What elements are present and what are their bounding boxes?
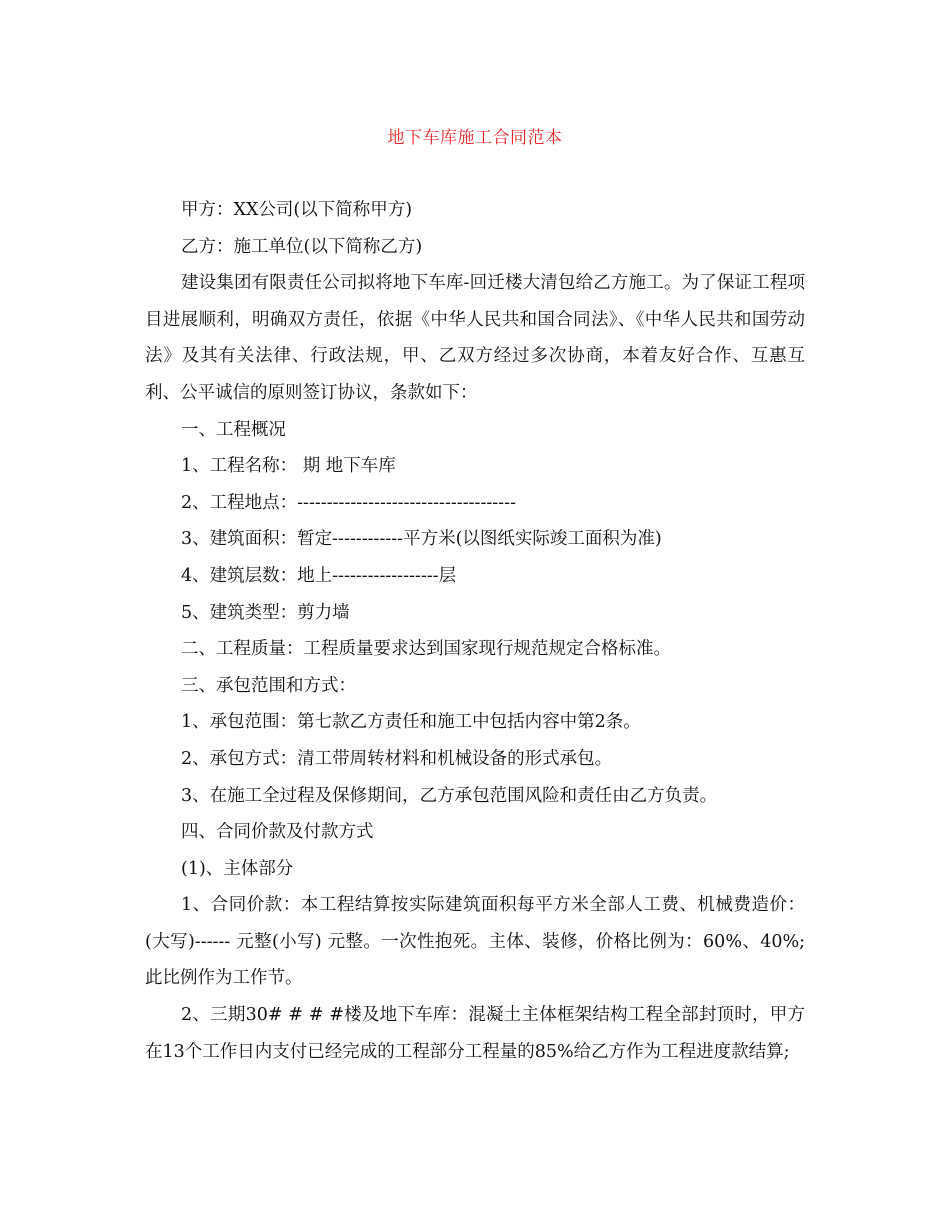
party-b-line: 乙方：施工单位(以下简称乙方) <box>181 236 423 257</box>
clause-project-location: 2、工程地点：------------------------------------- <box>181 492 516 513</box>
clause-contract-method: 2、承包方式：清工带周转材料和机械设备的形式承包。 <box>181 748 613 769</box>
clause-building-floors: 4、建筑层数：地上------------------层 <box>181 565 457 586</box>
section-heading-payment: 四、合同价款及付款方式 <box>181 822 374 843</box>
clause-contract-price: 1、合同价款：本工程结算按实际建筑面积每平方米全部人工费、机械费造价：(大写)------ 元整(小写) 元整。一次性抱死。主体、装修，价格比例为：60%、40%;此比例作为工作节。 <box>145 895 805 989</box>
clause-risk-responsibility: 3、在施工全过程及保修期间，乙方承包范围风险和责任由乙方负责。 <box>181 785 718 806</box>
section-heading-quality: 二、工程质量：工程质量要求达到国家现行规范规定合格标准。 <box>181 639 671 660</box>
section-heading-overview: 一、工程概况 <box>181 419 286 440</box>
subsection-main-structure: (1)、主体部分 <box>181 858 294 879</box>
clause-progress-payment: 2、三期30# # # #楼及地下车库：混凝土主体框架结构工程全部封顶时，甲方在13个工作日内支付已经完成的工程部分工程量的85%给乙方作为工程进度款结算; <box>145 1005 805 1062</box>
clause-building-area: 3、建筑面积：暂定------------平方米(以图纸实际竣工面积为准) <box>181 529 662 550</box>
clause-building-type: 5、建筑类型：剪力墙 <box>181 602 350 623</box>
intro-paragraph: 建设集团有限责任公司拟将地下车库-回迁楼大清包给乙方施工。为了保证工程项目进展顺利，明确双方责任，依据《中华人民共和国合同法》、《中华人民共和国劳动法》及其有关法律、行政法规，甲、乙双方经过多次协商，本着友好合作、互惠互利、公平诚信的原则签订协议，条款如下： <box>145 273 805 403</box>
clause-project-name: 1、工程名称： 期 地下车库 <box>181 456 396 477</box>
clause-scope: 1、承包范围：第七款乙方责任和施工中包括内容中第2条。 <box>181 712 641 733</box>
party-a-line: 甲方：XX公司(以下简称甲方) <box>181 200 413 220</box>
document-title: 地下车库施工合同范本 <box>387 128 563 148</box>
document-body <box>145 192 805 1070</box>
section-heading-scope: 三、承包范围和方式： <box>181 675 356 696</box>
